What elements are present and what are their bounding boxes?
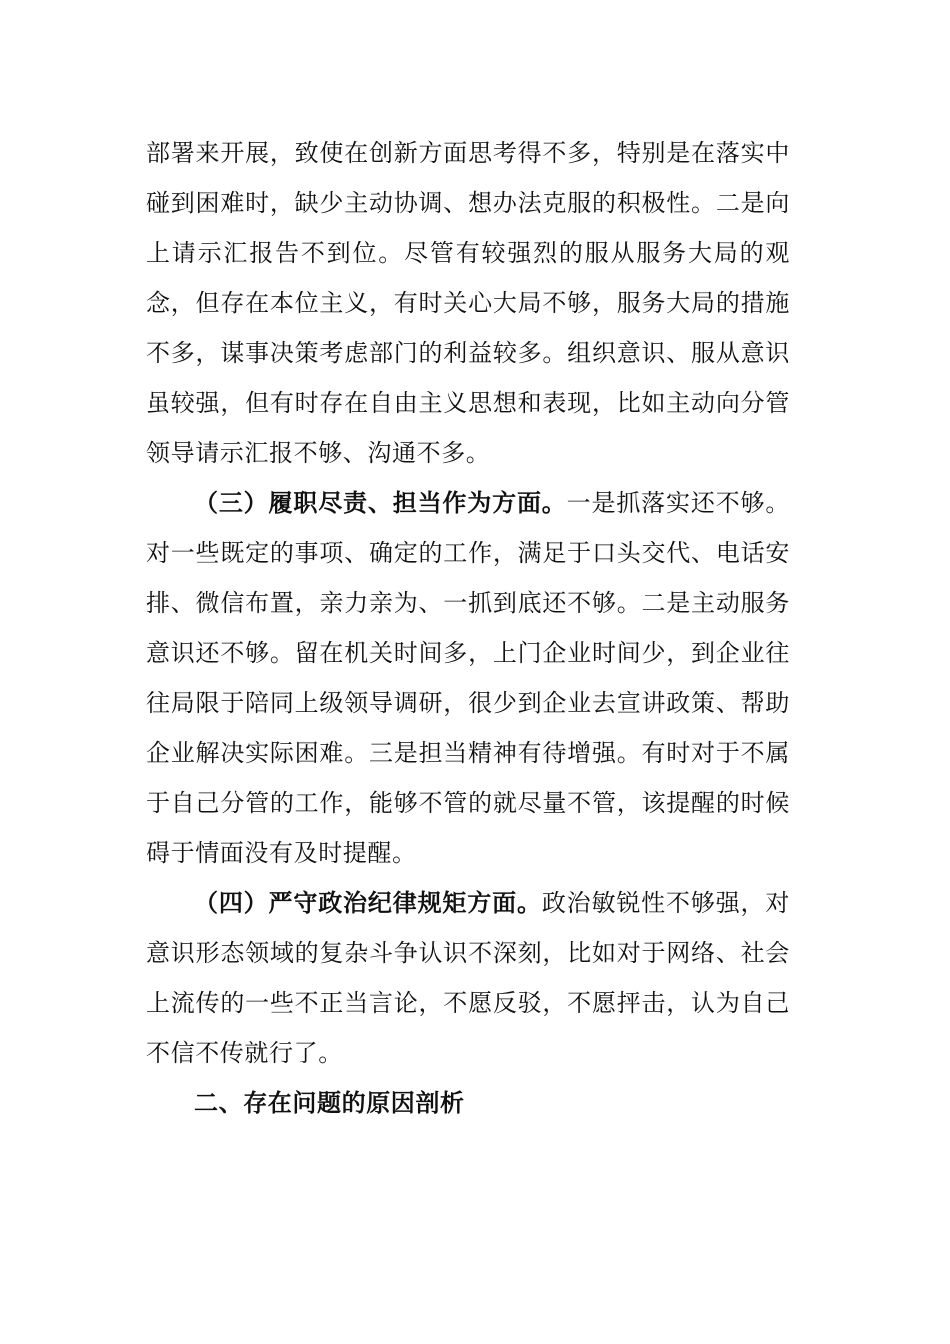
paragraph-lead: （三）履职尽责、担当作为方面。 <box>194 489 567 517</box>
paragraph-section-four <box>146 878 790 1078</box>
paragraph-section-three <box>146 478 790 878</box>
paragraph-continuation <box>146 128 790 478</box>
paragraph-text: 政治敏锐性不够强，对意识形态领域的复杂斗争认识不深刻，比如对于网络、社会上流传的一些不正当言论，不愿反驳，不愿抨击，认为自己不信不传就行了。 <box>146 889 791 1067</box>
section-heading: 二、存在问题的原因剖析 <box>194 1089 465 1117</box>
paragraph-lead: （四）严守政治纪律规矩方面。 <box>194 889 542 917</box>
paragraph-text: 一是抓落实还不够。对一些既定的事项、确定的工作，满足于口头交代、电话安排、微信布置，亲力亲为、一抓到底还不够。二是主动服务意识还不够。留在机关时间多，上门企业时间少，到企业往往局限于陪同上级领导调研，很少到企业去宣讲政策、帮助企业解决实际困难。三是担当精神有待增强。有时对于不属于自己分管的工作，能够不管的就尽量不管，该提醒的时候碍于情面没有及时提醒。 <box>146 489 791 867</box>
paragraph-text: 部署来开展，致使在创新方面思考得不多，特别是在落实中碰到困难时，缺少主动协调、想办法克服的积极性。二是向上请示汇报告不到位。尽管有较强烈的服从服务大局的观念，但存在本位主义，有时关心大局不够，服务大局的措施不多，谋事决策考虑部门的利益较多。组织意识、服从意识虽较强，但有时存在自由主义思想和表现，比如主动向分管领导请示汇报不够、沟通不多。 <box>146 139 790 467</box>
document-body <box>146 128 790 1128</box>
